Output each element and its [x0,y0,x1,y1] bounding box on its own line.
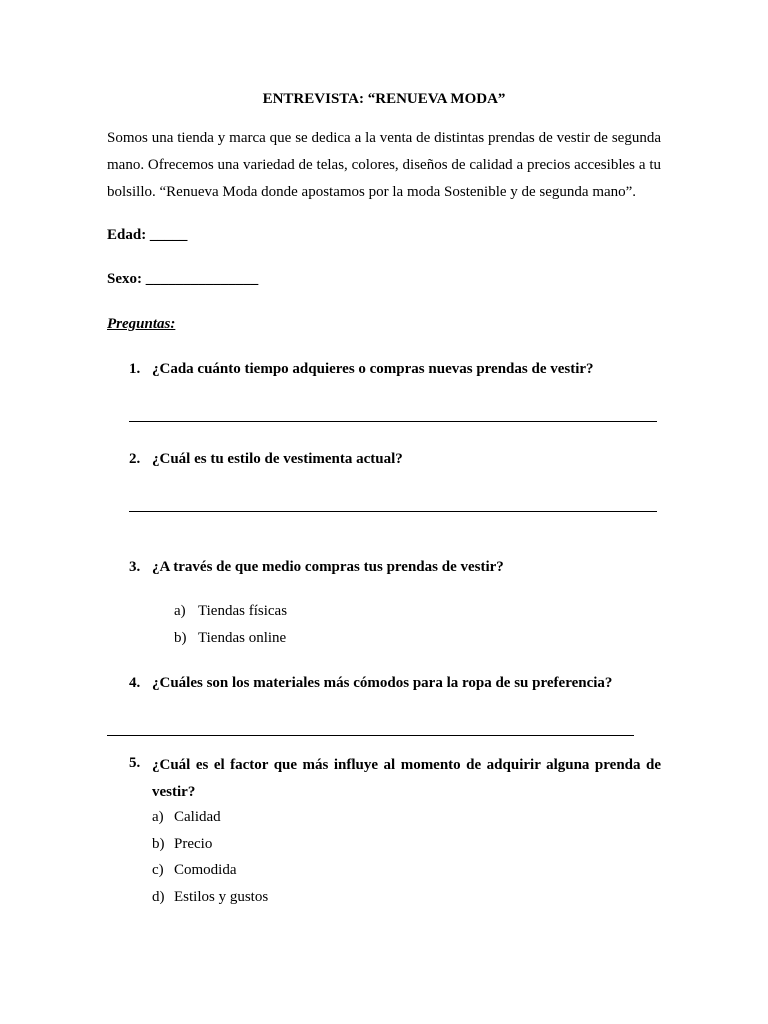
question-number: 5. [129,755,141,771]
option-letter: a) [174,603,186,619]
document-title: ENTREVISTA: “RENUEVA MODA” [262,91,506,107]
option-letter: a) [152,809,164,825]
option-text[interactable]: Tiendas online [198,630,287,646]
question-text: ¿A través de que medio compras tus prendas de vestir? [152,559,504,575]
question-text: ¿Cuál es tu estilo de vestimenta actual? [152,451,403,467]
question-text: ¿Cuál es el factor que más influye al momento de adquirir alguna prenda de vestir? [152,757,661,800]
option-letter: d) [152,889,165,905]
question-number: 3. [129,559,141,575]
option-letter: b) [174,630,187,646]
age-field: Edad: _____ [107,227,188,243]
option-text[interactable]: Estilos y gustos [174,889,269,905]
question-number: 2. [129,451,141,467]
option-text[interactable]: Tiendas físicas [198,603,288,619]
questions-heading: Preguntas: [107,316,176,332]
answer-line[interactable] [129,511,657,512]
question-number: 1. [129,361,141,377]
question-number: 4. [129,675,141,691]
option-letter: b) [152,836,165,852]
answer-line[interactable] [107,735,634,736]
question-text: ¿Cuáles son los materiales más cómodos para la ropa de su preferencia? [152,675,613,691]
intro-paragraph: Somos una tienda y marca que se dedica a la venta de distintas prendas de vestir de segunda mano. Ofrecemos una variedad de telas, colores, diseños de calidad a precios accesibles a tu bolsillo. “Renueva Moda donde apostamos por la moda Sostenible y de segunda mano”. [107,130,661,200]
option-text[interactable]: Calidad [174,809,221,825]
answer-line[interactable] [129,421,657,422]
option-text[interactable]: Precio [174,836,213,852]
sex-field: Sexo: _______________ [107,271,259,287]
option-letter: c) [152,862,164,878]
question-text: ¿Cada cuánto tiempo adquieres o compras nuevas prendas de vestir? [152,361,594,377]
option-text[interactable]: Comodida [174,862,237,878]
